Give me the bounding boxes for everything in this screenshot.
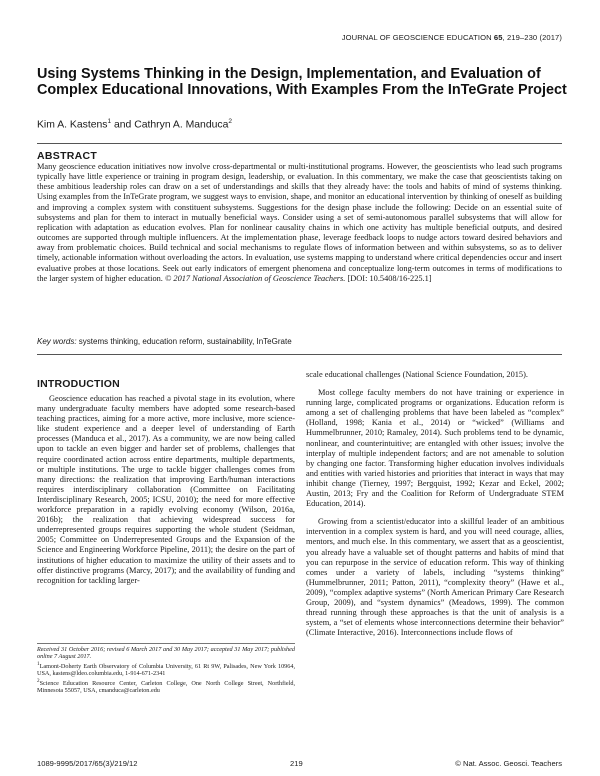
journal-name: JOURNAL OF GEOSCIENCE EDUCATION [341, 33, 492, 42]
author-name: Kim A. Kastens [37, 119, 108, 131]
abstract-doi: [DOI: 10.5408/16-225.1] [345, 273, 432, 283]
abstract-text: Many geoscience education initiatives now involve cross-departmental or multi-institutional programs. However, the geoscientists who lead such programs typically have little experience or training in program design, leadership, or evaluation. In this commentary, we make the case that geoscientists taking on these ambitious leadership roles can draw on a set of understandings and skills that they already have: the tools and habits of mind of systems thinking. Using examples from the InTeGrate program, we suggest ways to envision, shape, and monitor an educational intervention by thinking of oneself as building and improving a complex system with constituent subsystems. Suggestions for the design phase include the following: Decide on an essential suite of subsystems and plan for them to interact in mutually beneficial ways. Consider using a set of semi-autonomous parallel subsystems that will allow for replication with adaptation as education evolves. Plan for nonlinear causality chains in which one activity has multiple beneficial outputs, and desired outcomes are supported through multiple influencers. At the implementation phase, leverage feedback loops to nudge actors toward desired behaviors and away from problematic choices. Build technical and social mechanisms to regulate flows of information between and within subsystems, so as to deliver timely, actionable information without overloading the actors. In evaluation, use systems mapping to understand where critical dependencies occur and insert evaluative probes at those locations. Seek out early indicators of emergent phenomena and conceptualize long-term outcomes in terms of modifications to the larger system of higher education. [37, 162, 562, 283]
footer-copyright: © Nat. Assoc. Geosci. Teachers [455, 759, 562, 768]
abstract-body [37, 162, 562, 284]
page-number: 219 [290, 759, 303, 768]
intro-paragraph-continued: scale educational challenges (National Science Foundation, 2015). [306, 370, 528, 379]
intro-paragraph: Most college faculty members do not have training or experience in running large, complicated programs or organizations. Education reform is among a set of challenging problems that have been labeled as “complex” (Holland, 1998; Kania et al., 2014) or “wicked” (Williams and Hummelbrunner, 2010; Ramaley, 2014). Such problems tend to be dynamic, nonlinear, and counterintuitive; are entangled with other issues; involve the interplay of multiple independent factors; and are not amenable to solution by changing one factor. Transforming higher education involves individuals and entities with varied histories and priorities that interact in ways that may inhibit change (Tierney, 1997; Bergquist, 1992; Kezar and Eckel, 2002; Austin, 2013; Fry and the Coalition for Reform of Undergraduate STEM Education, 2014). [306, 388, 564, 509]
abstract-divider [37, 354, 562, 355]
article-title: Using Systems Thinking in the Design, Implementation, and Evaluation of Complex Educational Innovations, With Examples From the InTeGrate Project [37, 66, 567, 98]
abstract-copyright: © 2017 National Association of Geoscience Teachers. [164, 273, 346, 283]
received-dates: Received 31 October 2016; revised 6 March 2017 and 30 May 2017; accepted 31 May 2017; published online 7 August 2017. [37, 646, 295, 661]
right-column [306, 370, 564, 638]
affiliation-marker: 2 [37, 677, 40, 684]
footnotes [37, 646, 295, 695]
footer-issn: 1089-9995/2017/65(3)/219/12 [37, 759, 138, 768]
author-line [37, 118, 437, 130]
abstract-heading: ABSTRACT [37, 150, 98, 162]
affiliation-marker: 1 [37, 660, 40, 667]
keywords-text: systems thinking, education reform, sustainability, InTeGrate [76, 337, 292, 346]
author-conjunction: and [111, 119, 135, 131]
author-affiliation-marker: 2 [228, 118, 232, 125]
intro-paragraph: Geoscience education has reached a pivotal stage in its evolution, where many undergraduate faculty members have adopted some research-based teaching practices, aiming for a more active, more inclusive, more science-like student experience and a deeper level of understanding of Earth processes (Manduca et al., 2017). As a community, we are now being called upon to tackle an even bigger and harder set of problems, challenges that require coordinated action across entire departments, multiple departments, or multiple institutions. The urge to tackle bigger challenges comes from many directions: the realization that improving Earth/human interactions requires interdisciplinary collaboration (Committee on Facilitating Interdisciplinary Research, 2005; ICSU, 2010); the need for more effective workforce preparation in a rapidly evolving economy (Wilson, 2016a, 2016b); the realization that achieving widespread success for underrepresented groups requires supporting the whole student (Seidman, 2005; Committee on Underrepresented Groups and the Expansion of the Science and Engineering Workforce Pipeline, 2011); the desire on the part of institutions of higher education to maximize the utility of their assets and to offer distinctive programs (Marcy, 2017); and the availability of funding and recognition for tackling larger- [37, 394, 295, 585]
journal-header [316, 33, 562, 42]
keywords [37, 337, 562, 346]
affiliation-text: Lamont-Doherty Earth Observatory of Columbia University, 61 Rt 9W, Palisades, New York 10964, USA, kastens@ldeo.columbia.edu, 1-914-671-2341 [37, 662, 295, 678]
author-affiliation-marker: 1 [107, 118, 112, 125]
intro-paragraph: Growing from a scientist/educator into a skillful leader of an ambitious intervention in a complex system is hard, and you will need courage, allies, mentors, and much else. In this commentary, we assert that as a geoscientist, you already have a valuable set of thought patterns and habits of mind that you can repurpose in the service of education reform. This way of thinking comes under a variety of labels, including “systems thinking” (Hummelbrunner, 2011; Patton, 2011), “complexity theory” (Hawe et al., 2009), “complex adaptive systems” (North American Primary Care Research Group, 2009), and “system dynamics” (Meadows, 1999). The common thread running through these approaches is that the unit of analysis is a system, a “set of elements whose interconnections determine their behavior” (Climate Interactive, 2016). Interconnections include flows of [306, 517, 564, 638]
header-divider [37, 143, 562, 144]
introduction-heading: INTRODUCTION [37, 378, 120, 390]
journal-volume: 65 [493, 33, 503, 42]
author-name: Cathryn A. Manduca [134, 119, 229, 131]
affiliation-text: Science Education Resource Center, Carleton College, One North College Street, Northfield, Minnesota 55057, USA, cmanduca@carleton.edu [37, 679, 295, 695]
left-column [37, 378, 295, 586]
keywords-label: Key words: [37, 337, 77, 346]
footnote-divider [37, 643, 295, 644]
journal-pages-year: , 219–230 (2017) [502, 33, 562, 42]
